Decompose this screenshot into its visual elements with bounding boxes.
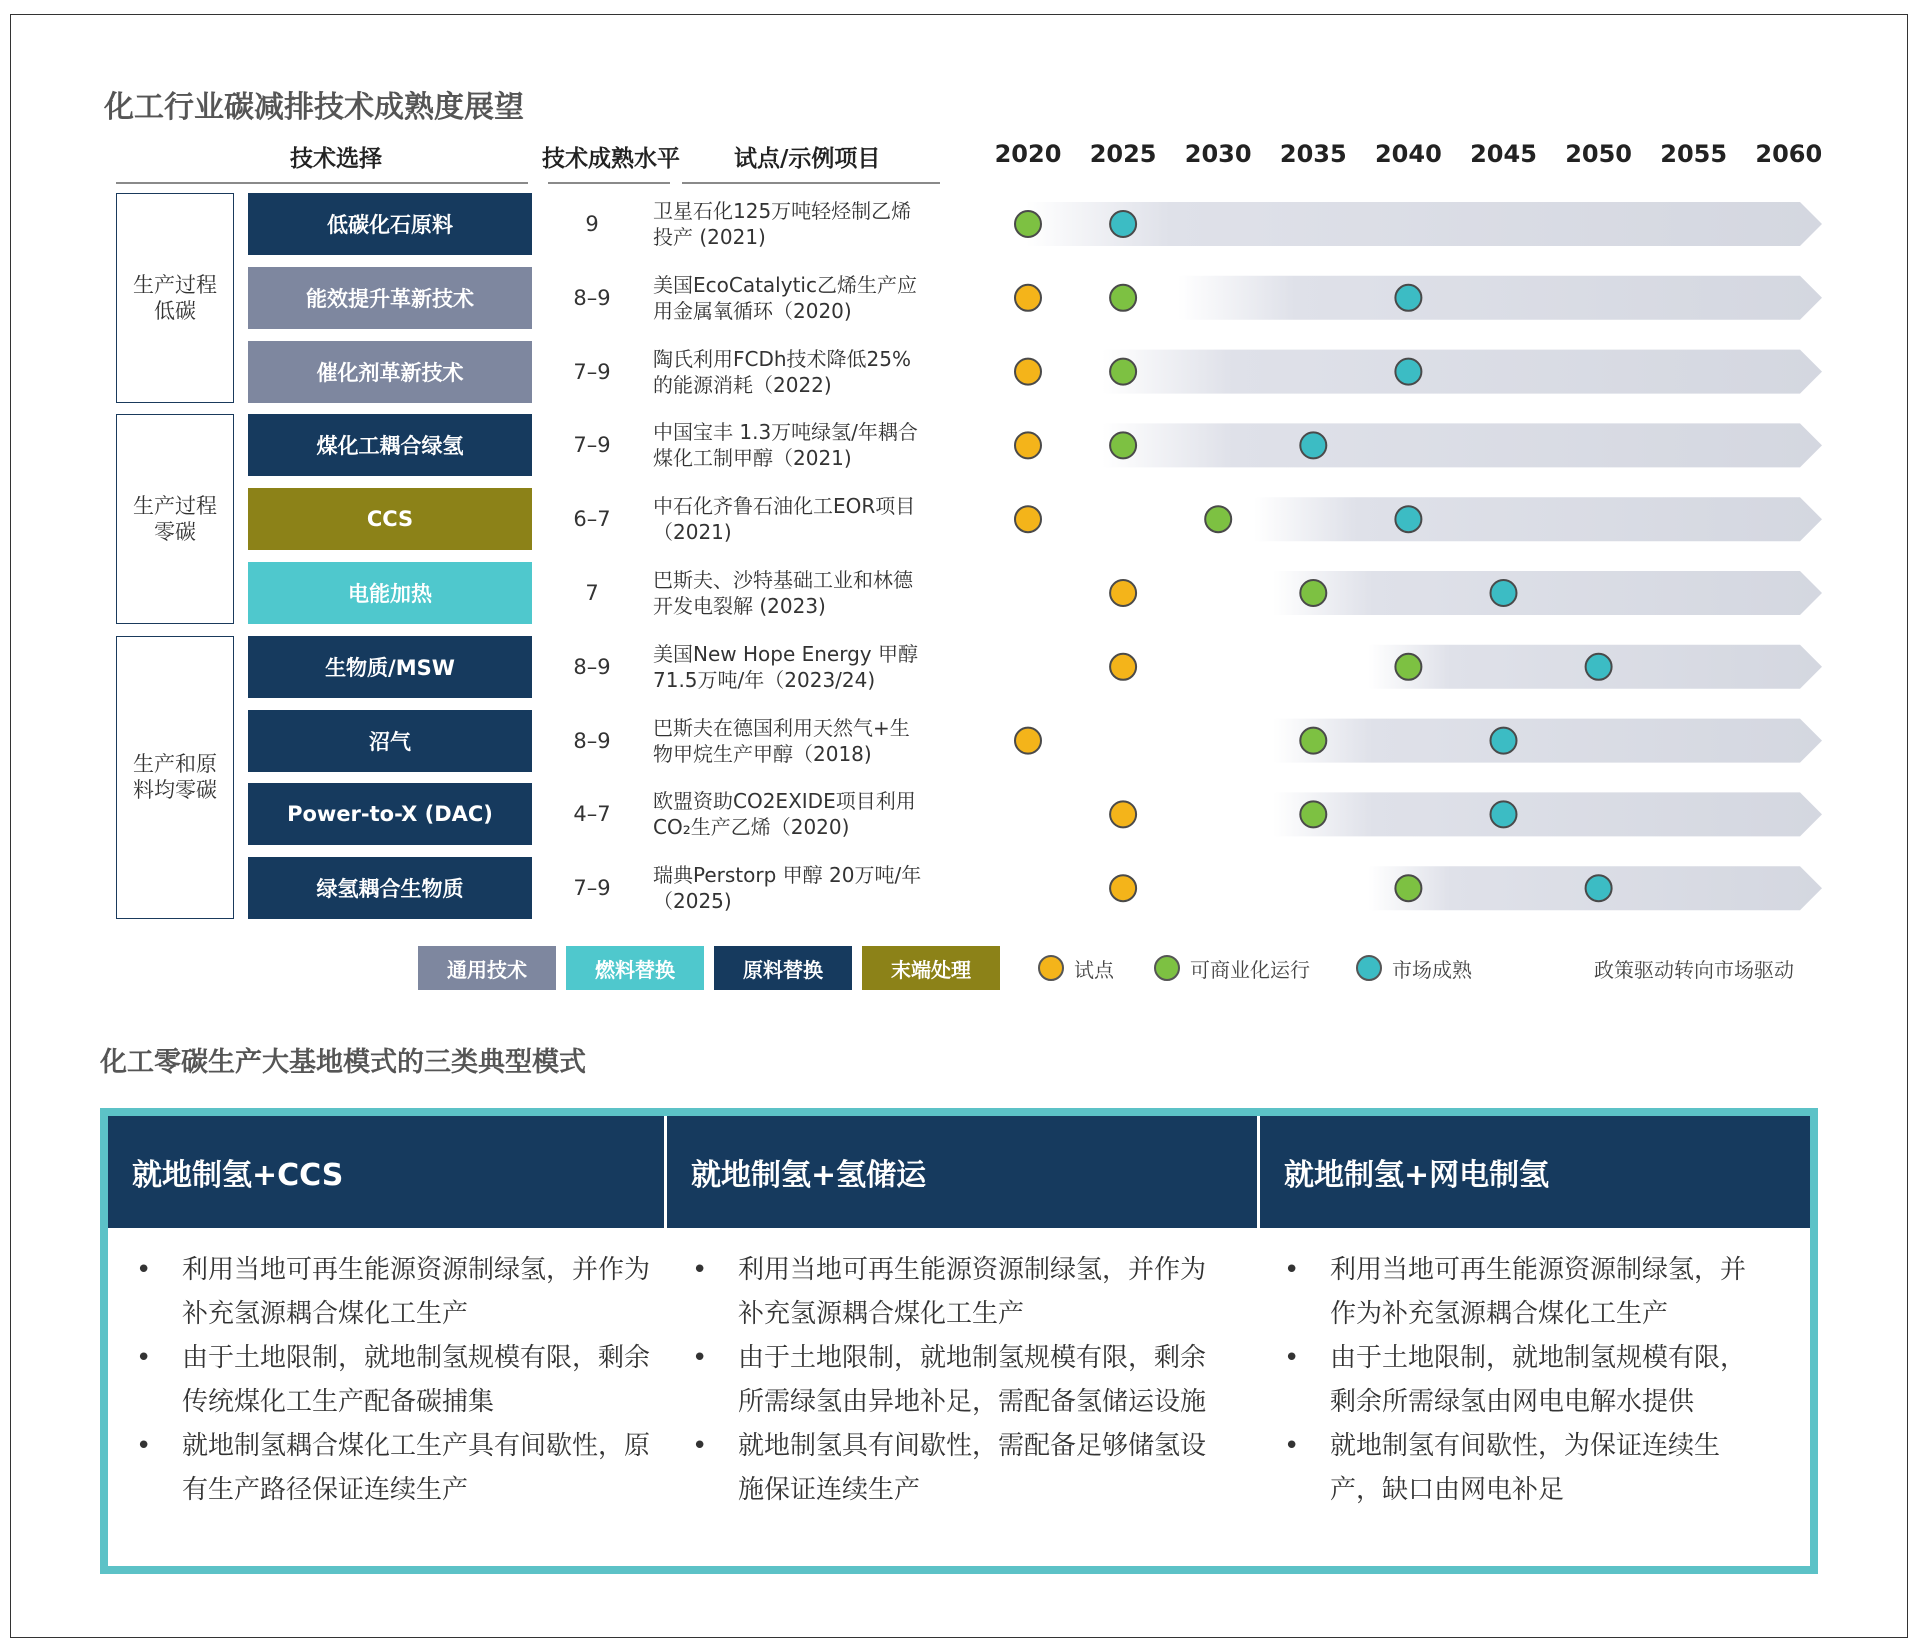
mature-dot (1586, 654, 1612, 680)
mature-dot (1491, 801, 1517, 827)
tech-label: 绿氢耦合生物质 (248, 857, 532, 919)
bullet-item: • 由于土地限制，就地制氢规模有限，剩余所需绿氢由异地补足，需配备氢储运设施 (678, 1336, 1218, 1424)
trl-value: 8–9 (573, 285, 611, 310)
trl-value: 9 (585, 212, 599, 236)
mature-dot (1395, 506, 1421, 532)
legend-category: 通用技术 (418, 946, 556, 990)
legend-stage (1154, 952, 1310, 984)
trl-value: 7–9 (573, 433, 611, 458)
group-label: 生产和原 料均零碳 (133, 752, 217, 803)
bullet-item: • 由于土地限制，就地制氢规模有限，剩余所需绿氢由网电电解水提供 (1270, 1336, 1770, 1424)
bullet-item: • 利用当地可再生能源资源制绿氢，并作为补充氢源耦合煤化工生产 (122, 1248, 652, 1336)
legend-label: 可商业化运行 (1190, 957, 1310, 982)
year-label: 2035 (1279, 140, 1347, 168)
commercial-dot (1110, 432, 1136, 458)
project-line: （2025) (653, 889, 732, 914)
column-header: 就地制氢+氢储运 (691, 1158, 927, 1193)
pilot-dot (1110, 875, 1136, 901)
trl-value: 4–7 (573, 802, 611, 827)
bullet-item: • 利用当地可再生能源资源制绿氢，并作为补充氢源耦合煤化工生产 (1270, 1248, 1770, 1336)
year-label: 2030 (1184, 140, 1252, 168)
mature-dot (1491, 580, 1517, 606)
project-line: 巴斯夫在德国利用天然气+生 (653, 715, 910, 740)
legend-category: 原料替换 (714, 946, 852, 990)
pilot-dot (1015, 432, 1041, 458)
commercial-dot (1300, 801, 1326, 827)
project-line: 用金属氧循环（2020) (653, 298, 852, 323)
project-line: 美国EcoCatalytic乙烯生产应 (653, 272, 917, 297)
year-label: 2045 (1470, 140, 1537, 168)
tech-label: Power-to-X (DAC) (248, 783, 532, 845)
year-label: 2025 (1089, 140, 1157, 168)
legend-stage (1356, 952, 1472, 984)
year-label: 2060 (1755, 140, 1823, 168)
trl-value: 8–9 (573, 728, 611, 753)
transition-arrow (1273, 719, 1822, 763)
header-trl: 技术成熟水平 (542, 146, 680, 172)
project-line: CO₂生产乙烯（2020) (653, 815, 850, 840)
commercial-dot (1300, 580, 1326, 606)
tech-label: 生物质/MSW (248, 636, 532, 698)
bullet-item: • 由于土地限制，就地制氢规模有限，剩余传统煤化工生产配备碳捕集 (122, 1336, 652, 1424)
commercial-dot (1205, 506, 1231, 532)
transition-arrow (1026, 202, 1822, 246)
legend-arrow-label: 政策驱动转向市场驱动 (1594, 957, 1794, 982)
transition-arrow (1102, 423, 1822, 467)
commercial-dot (1395, 654, 1421, 680)
legend-dot (1154, 955, 1180, 981)
trl-value: 7 (585, 581, 599, 605)
transition-arrow (1273, 571, 1822, 615)
pilot-dot (1110, 654, 1136, 680)
project-line: 陶氏利用FCDh技术降低25% (653, 346, 911, 371)
pilot-dot (1015, 359, 1041, 385)
bullet-item: • 就地制氢具有间歇性，需配备足够储氢设施保证连续生产 (678, 1424, 1218, 1512)
project-line: 开发电裂解 (2023) (653, 594, 826, 618)
trl-value: 6–7 (573, 507, 611, 532)
commercial-dot (1395, 875, 1421, 901)
legend-label: 市场成熟 (1392, 957, 1472, 982)
project-line: 煤化工制甲醇（2021) (653, 446, 852, 471)
table-header (108, 1116, 1810, 1228)
year-label: 2050 (1565, 140, 1632, 168)
section2-title: 化工零碳生产大基地模式的三类典型模式 (100, 1047, 586, 1078)
legend-label: 试点 (1074, 957, 1114, 982)
tech-label: 低碳化石原料 (248, 193, 532, 255)
pilot-dot (1110, 580, 1136, 606)
bullet-item: • 就地制氢耦合煤化工生产具有间歇性，原有生产路径保证连续生产 (122, 1424, 652, 1512)
modes-table (100, 1108, 1818, 1574)
legend-dot (1038, 955, 1064, 981)
year-label: 2055 (1660, 140, 1728, 168)
column-header: 就地制氢+CCS (132, 1158, 344, 1193)
project-line: 卫星石化125万吨轻烃制乙烯 (653, 199, 912, 223)
project-line: 巴斯夫、沙特基础工业和林德 (653, 568, 913, 592)
mature-dot (1300, 432, 1326, 458)
project-line: 投产 (2021) (653, 225, 766, 249)
project-line: 的能源消耗（2022) (653, 372, 832, 397)
project-line: 中国宝丰 1.3万吨绿氢/年耦合 (653, 420, 918, 445)
column-body (1270, 1248, 1770, 1512)
project-line: 瑞典Perstorp 甲醇 20万吨/年 (653, 863, 922, 888)
tech-label: CCS (248, 488, 532, 550)
mature-dot (1395, 285, 1421, 311)
project-line: 71.5万吨/年（2023/24) (653, 667, 876, 692)
bullet-item: • 利用当地可再生能源资源制绿氢，并作为补充氢源耦合煤化工生产 (678, 1248, 1218, 1336)
legend-stage (1038, 952, 1114, 984)
commercial-dot (1300, 728, 1326, 754)
transition-arrow (1273, 792, 1822, 836)
project-line: 欧盟资助CO2EXIDE项目利用 (653, 789, 916, 814)
legend-category: 燃料替换 (566, 946, 704, 990)
chart-title: 化工行业碳减排技术成熟度展望 (104, 90, 524, 125)
bullet-item: • 就地制氢有间歇性，为保证连续生产，缺口由网电补足 (1270, 1424, 1770, 1512)
project-line: 物甲烷生产甲醇（2018) (653, 741, 872, 766)
trl-value: 8–9 (573, 654, 611, 679)
pilot-dot (1015, 285, 1041, 311)
project-line: 美国New Hope Energy 甲醇 (653, 641, 918, 666)
mature-dot (1110, 211, 1136, 237)
mature-dot (1395, 359, 1421, 385)
tech-label: 沼气 (248, 710, 532, 772)
mature-dot (1586, 875, 1612, 901)
column-body (678, 1248, 1218, 1512)
pilot-dot (1110, 801, 1136, 827)
pilot-dot (1015, 728, 1041, 754)
header-project: 试点/示例项目 (734, 146, 881, 172)
project-line: 中石化齐鲁石油化工EOR项目 (653, 494, 916, 519)
group-label: 生产过程 零碳 (133, 494, 217, 545)
tech-label: 催化剂革新技术 (248, 341, 532, 403)
transition-arrow (1254, 497, 1822, 541)
transition-arrow (1102, 350, 1822, 394)
header-tech: 技术选择 (290, 146, 382, 172)
tech-label: 电能加热 (248, 562, 532, 624)
legend-dot (1356, 955, 1382, 981)
group-label: 生产过程 低碳 (133, 272, 217, 323)
pilot-dot (1015, 506, 1041, 532)
column-header: 就地制氢+网电制氢 (1284, 1158, 1550, 1193)
trl-value: 7–9 (573, 359, 611, 384)
commercial-dot (1015, 211, 1041, 237)
tech-label: 煤化工耦合绿氢 (248, 414, 532, 476)
commercial-dot (1110, 359, 1136, 385)
tech-label: 能效提升革新技术 (248, 267, 532, 329)
trl-value: 7–9 (573, 876, 611, 901)
column-body (122, 1248, 652, 1512)
legend-category: 末端处理 (862, 946, 1000, 990)
year-label: 2040 (1374, 140, 1442, 168)
transition-arrow (1178, 276, 1822, 320)
project-line: （2021) (653, 520, 732, 545)
year-label: 2020 (994, 140, 1062, 168)
commercial-dot (1110, 285, 1136, 311)
mature-dot (1491, 728, 1517, 754)
